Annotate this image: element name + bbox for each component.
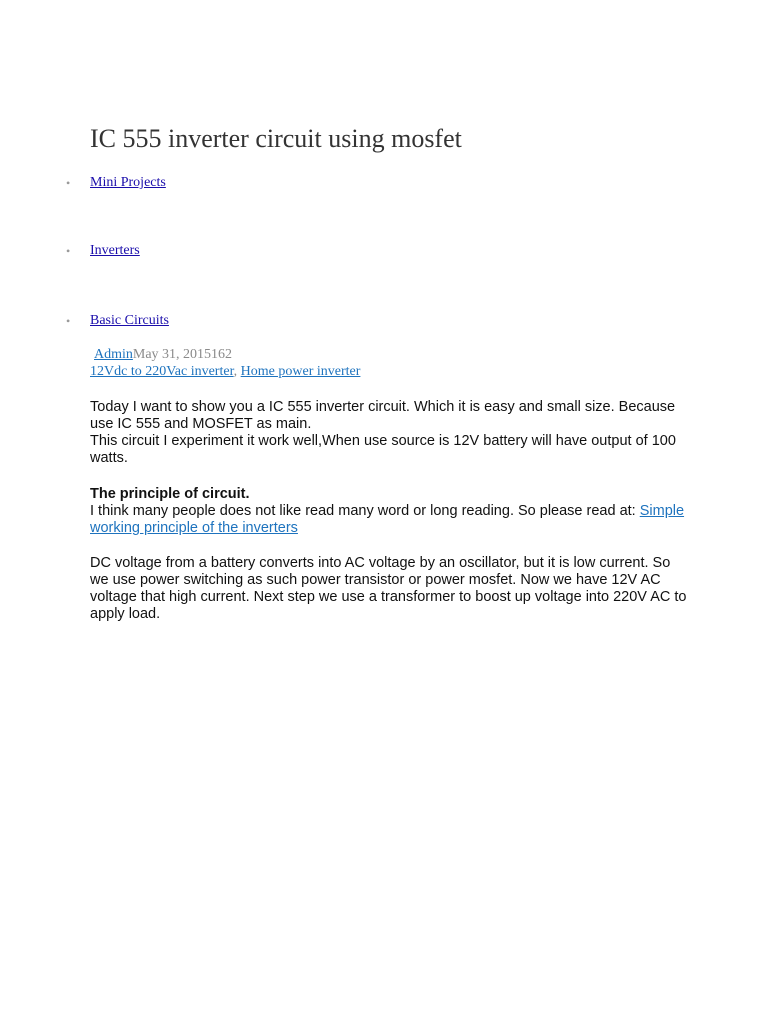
principle-text: I think many people does not like read many word or long reading. So please read at: (90, 503, 640, 519)
post-meta-line (90, 346, 360, 363)
principle-link[interactable]: Simple working principle of the inverters (90, 503, 685, 536)
post-date-and-count: May 31, 2015162 (132, 347, 233, 362)
intro-paragraph (90, 399, 690, 467)
tag-link-12vdc-to-220vac-inverter[interactable]: 12Vdc to 220Vac inverter (90, 364, 234, 379)
bullet-icon: • (66, 176, 71, 190)
category-link-mini-projects[interactable]: Mini Projects (90, 175, 166, 190)
tag-separator: , (233, 364, 241, 379)
category-link-basic-circuits[interactable]: Basic Circuits (90, 313, 169, 328)
principle-paragraph (90, 503, 690, 537)
principle-heading: The principle of circuit. (90, 486, 250, 502)
tag-link-home-power-inverter[interactable]: Home power inverter (240, 364, 361, 379)
intro-line-2: This circuit I experiment it work well,When use source is 12V battery will have output of 100 watts. (90, 433, 676, 466)
page-title: IC 555 inverter circuit using mosfet (90, 124, 462, 153)
post-tags (90, 363, 360, 380)
post-meta (90, 346, 360, 380)
category-link-inverters[interactable]: Inverters (90, 243, 140, 258)
intro-line-1: Today I want to show you a IC 555 inverter circuit. Which it is easy and small size. Because use IC 555 and MOSFET as main. (90, 399, 676, 432)
author-link[interactable]: Admin (94, 347, 133, 362)
principle-section (90, 486, 690, 537)
dc-voltage-paragraph (90, 555, 690, 623)
dc-voltage-text: DC voltage from a battery converts into AC voltage by an oscillator, but it is low current. So we use power switching as such power transistor or power mosfet. Now we have 12V AC voltage that high current. Next step we use a transformer to boost up voltage into 220V AC to apply load. (90, 555, 687, 622)
bullet-icon: • (66, 244, 71, 258)
bullet-icon: • (66, 314, 71, 328)
